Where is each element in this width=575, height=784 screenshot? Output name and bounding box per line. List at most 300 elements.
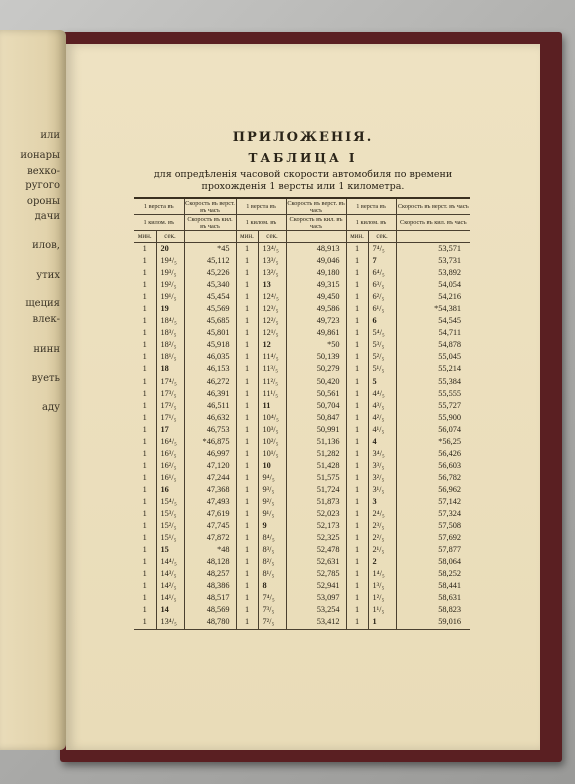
sec-cell: 10³/₅: [258, 424, 286, 436]
min-cell: 1: [346, 424, 368, 436]
sec-cell: 13²/₅: [258, 267, 286, 279]
group2-speed-unit: [286, 231, 346, 243]
sec-cell: 13⁴/₅: [156, 616, 184, 629]
sec-cell: 2²/₅: [368, 532, 396, 544]
min-cell: 1: [134, 315, 156, 327]
speed-cell: 56,426: [438, 448, 462, 458]
table-row: [134, 279, 470, 291]
min-cell: 1: [236, 436, 258, 448]
speed-cell: 50,139: [286, 351, 346, 363]
speed-cell: 53,892: [438, 268, 462, 278]
sec-cell: 7⁴/₅: [368, 243, 396, 256]
min-cell: 1: [236, 363, 258, 375]
sec-cell: 15¹/₅: [156, 532, 184, 544]
sec-cell: 13: [258, 279, 286, 291]
min-cell: 1: [134, 604, 156, 616]
sec-cell: 6⁴/₅: [368, 267, 396, 279]
speed-cell: 53,731: [438, 256, 462, 266]
min-cell: 1: [134, 412, 156, 424]
min-cell: 1: [236, 460, 258, 472]
speed-cell: 46,753: [184, 424, 236, 436]
sec-cell: 10²/₅: [258, 436, 286, 448]
left-page-text-fragment: утих: [36, 270, 60, 281]
left-page-text-fragment: ионары: [20, 150, 60, 161]
min-cell: 1: [236, 496, 258, 508]
speed-cell: *54,381: [434, 304, 462, 314]
speed-cell: 51,724: [286, 484, 346, 496]
table-row: [134, 592, 470, 604]
min-cell: 1: [236, 472, 258, 484]
speed-cell: 50,847: [286, 412, 346, 424]
min-cell: 1: [134, 363, 156, 375]
speed-cell: 51,282: [286, 448, 346, 460]
sec-cell: 14²/₅: [156, 580, 184, 592]
sec-cell: 14¹/₅: [156, 592, 184, 604]
speed-cell: 56,074: [438, 424, 462, 434]
min-cell: 1: [236, 315, 258, 327]
sec-cell: 11⁴/₅: [258, 351, 286, 363]
min-cell: 1: [346, 568, 368, 580]
sec-cell: 10⁴/₅: [258, 412, 286, 424]
speed-cell: 48,257: [184, 568, 236, 580]
sec-cell: 9⁴/₅: [258, 472, 286, 484]
min-cell: 1: [346, 604, 368, 616]
min-cell: 1: [236, 532, 258, 544]
left-page-text-fragment: влек-: [32, 314, 60, 325]
table-row: [134, 616, 470, 629]
sec-cell: 12: [258, 339, 286, 351]
sec-cell: 19⁴/₅: [156, 255, 184, 267]
min-cell: 1: [236, 327, 258, 339]
min-cell: 1: [236, 616, 258, 629]
speed-cell: 47,619: [184, 508, 236, 520]
sec-cell: 9²/₅: [258, 496, 286, 508]
min-cell: 1: [236, 580, 258, 592]
table-row: [134, 376, 470, 388]
sec-cell: 19²/₅: [156, 279, 184, 291]
min-cell: 1: [134, 267, 156, 279]
min-cell: 1: [346, 267, 368, 279]
min-cell: 1: [236, 267, 258, 279]
sec-cell: 18: [156, 363, 184, 375]
table-row: [134, 460, 470, 472]
speed-cell: 45,685: [184, 315, 236, 327]
sec-cell: 8¹/₅: [258, 568, 286, 580]
min-cell: 1: [236, 243, 258, 256]
table-caption: для опредѣленія часовой скорости автомобиля по времени прохожденія 1 версты или 1 километра.: [153, 169, 453, 192]
table-row: [134, 568, 470, 580]
sec-cell: 15: [156, 544, 184, 556]
min-cell: 1: [236, 400, 258, 412]
sec-cell: 6¹/₅: [368, 303, 396, 315]
speed-cell: 57,692: [438, 533, 462, 543]
left-page-text-fragment: нинн: [33, 344, 60, 355]
min-cell: 1: [134, 544, 156, 556]
speed-cell: 48,780: [184, 616, 236, 629]
min-cell: 1: [346, 556, 368, 568]
group1-min-unit: мин.: [134, 231, 156, 243]
group1-speed-verst-header: Скорость въ верст. въ часъ: [185, 199, 235, 214]
group3-verst-header: 1 верста въ: [346, 198, 396, 215]
min-cell: 1: [346, 496, 368, 508]
min-cell: 1: [236, 351, 258, 363]
min-cell: 1: [236, 339, 258, 351]
sec-cell: 17⁴/₅: [156, 376, 184, 388]
speed-cell: 55,045: [438, 352, 462, 362]
min-cell: 1: [134, 496, 156, 508]
min-cell: 1: [134, 592, 156, 604]
min-cell: 1: [346, 580, 368, 592]
speed-cell: 45,112: [184, 255, 236, 267]
min-cell: 1: [346, 484, 368, 496]
speed-cell: 58,064: [438, 557, 462, 567]
sec-cell: 10: [258, 460, 286, 472]
sec-cell: 7³/₅: [258, 604, 286, 616]
table-row: [134, 604, 470, 616]
sec-cell: 16¹/₅: [156, 472, 184, 484]
speed-cell: 49,046: [286, 255, 346, 267]
speed-cell: 46,035: [184, 351, 236, 363]
group2-speed-km-header: Скорость въ кил. въ часъ: [286, 215, 346, 231]
min-cell: 1: [346, 339, 368, 351]
speed-cell: 50,704: [286, 400, 346, 412]
sec-cell: 4²/₅: [368, 412, 396, 424]
speed-cell: 50,420: [286, 376, 346, 388]
speed-cell: 50,561: [286, 388, 346, 400]
min-cell: 1: [236, 568, 258, 580]
sec-cell: 17: [156, 424, 184, 436]
table-row: [134, 255, 470, 267]
table-row: [134, 303, 470, 315]
min-cell: 1: [346, 243, 368, 256]
min-cell: 1: [346, 279, 368, 291]
speed-cell: 51,873: [286, 496, 346, 508]
sec-cell: 18¹/₅: [156, 351, 184, 363]
min-cell: 1: [346, 508, 368, 520]
speed-cell: 47,244: [184, 472, 236, 484]
sec-cell: 8³/₅: [258, 544, 286, 556]
sec-cell: 8⁴/₅: [258, 532, 286, 544]
speed-cell: 58,441: [438, 581, 462, 591]
left-page-text-fragment: аду: [41, 402, 60, 413]
left-page-text-fragment: вехко-: [27, 166, 60, 177]
speed-cell: 53,412: [286, 616, 346, 629]
sec-cell: 5²/₅: [368, 351, 396, 363]
table-row: [134, 532, 470, 544]
min-cell: 1: [346, 388, 368, 400]
speed-cell: 51,575: [286, 472, 346, 484]
group2-min-unit: мин.: [236, 231, 258, 243]
sec-cell: 2: [368, 556, 396, 568]
sec-cell: 18²/₅: [156, 339, 184, 351]
speed-cell: 48,128: [184, 556, 236, 568]
speed-cell: *48: [184, 544, 236, 556]
table-row: [134, 424, 470, 436]
min-cell: 1: [134, 279, 156, 291]
speed-cell: *46,875: [184, 436, 236, 448]
sec-cell: 16²/₅: [156, 460, 184, 472]
speed-cell: 47,493: [184, 496, 236, 508]
sec-cell: 10¹/₅: [258, 448, 286, 460]
speed-cell: 52,173: [286, 520, 346, 532]
min-cell: 1: [134, 303, 156, 315]
min-cell: 1: [134, 388, 156, 400]
speed-cell: 56,782: [438, 472, 462, 482]
speed-cell: 48,913: [286, 243, 346, 256]
table-row: [134, 520, 470, 532]
min-cell: 1: [134, 291, 156, 303]
min-cell: 1: [134, 580, 156, 592]
group3-speed-km-header: Скорость въ кил. въ часъ: [396, 215, 470, 231]
min-cell: 1: [236, 303, 258, 315]
table-row: [134, 448, 470, 460]
speed-cell: 57,508: [438, 521, 462, 531]
speed-cell: 46,632: [184, 412, 236, 424]
table-row: [134, 544, 470, 556]
speed-cell: 55,555: [438, 388, 462, 398]
speed-cell: 46,511: [184, 400, 236, 412]
speed-cell: 57,877: [438, 545, 462, 555]
speed-cell: 55,384: [438, 376, 462, 386]
speed-cell: *56,25: [438, 436, 462, 446]
speed-cell: 52,023: [286, 508, 346, 520]
sec-cell: 19¹/₅: [156, 291, 184, 303]
sec-cell: 13⁴/₅: [258, 243, 286, 256]
min-cell: 1: [236, 544, 258, 556]
speed-cell: 51,136: [286, 436, 346, 448]
speed-cell: 47,120: [184, 460, 236, 472]
min-cell: 1: [346, 472, 368, 484]
min-cell: 1: [134, 400, 156, 412]
group3-sec-unit: сек.: [368, 231, 396, 243]
sec-cell: 9³/₅: [258, 484, 286, 496]
speed-cell: 52,785: [286, 568, 346, 580]
speed-cell: 49,586: [286, 303, 346, 315]
speed-cell: 45,340: [184, 279, 236, 291]
min-cell: 1: [236, 412, 258, 424]
sec-cell: 7²/₅: [258, 616, 286, 629]
speed-cell: 59,016: [396, 616, 470, 629]
group1-verst-header: 1 верста въ: [134, 198, 184, 215]
speed-cell: 55,214: [438, 364, 462, 374]
sec-cell: 9: [258, 520, 286, 532]
min-cell: 1: [236, 508, 258, 520]
min-cell: 1: [134, 448, 156, 460]
min-cell: 1: [346, 436, 368, 448]
speed-cell: 45,226: [184, 267, 236, 279]
sec-cell: 2³/₅: [368, 520, 396, 532]
group3-min-unit: мин.: [346, 231, 368, 243]
min-cell: 1: [134, 556, 156, 568]
speed-cell: 46,997: [184, 448, 236, 460]
left-page-text-fragment: щеция: [25, 298, 60, 309]
min-cell: 1: [236, 255, 258, 267]
min-cell: 1: [346, 400, 368, 412]
speed-cell: 45,918: [184, 339, 236, 351]
sec-cell: 3: [368, 496, 396, 508]
min-cell: 1: [236, 604, 258, 616]
speed-cell: 55,900: [438, 412, 462, 422]
speed-cell: 56,603: [438, 460, 462, 470]
sec-cell: 14³/₅: [156, 568, 184, 580]
group1-km-header: 1 килом. въ: [134, 215, 184, 231]
table-row: [134, 315, 470, 327]
speed-cell: 49,180: [286, 267, 346, 279]
sec-cell: 3⁴/₅: [368, 448, 396, 460]
speed-cell: 49,861: [286, 327, 346, 339]
table-row: [134, 351, 470, 363]
min-cell: 1: [236, 424, 258, 436]
min-cell: 1: [236, 388, 258, 400]
table-row: [134, 484, 470, 496]
sec-cell: 17²/₅: [156, 400, 184, 412]
speed-cell: 48,569: [184, 604, 236, 616]
sec-cell: 17¹/₅: [156, 412, 184, 424]
sec-cell: 5¹/₅: [368, 363, 396, 375]
min-cell: 1: [236, 484, 258, 496]
min-cell: 1: [134, 376, 156, 388]
sec-cell: 15⁴/₅: [156, 496, 184, 508]
min-cell: 1: [346, 291, 368, 303]
sec-cell: 8: [258, 580, 286, 592]
min-cell: 1: [346, 520, 368, 532]
min-cell: 1: [134, 351, 156, 363]
min-cell: 1: [236, 279, 258, 291]
min-cell: 1: [346, 255, 368, 267]
min-cell: 1: [134, 424, 156, 436]
min-cell: 1: [346, 327, 368, 339]
speed-cell: 54,054: [438, 280, 462, 290]
sec-cell: 15²/₅: [156, 520, 184, 532]
sec-cell: 3²/₅: [368, 472, 396, 484]
sec-cell: 3¹/₅: [368, 484, 396, 496]
speed-cell: 52,478: [286, 544, 346, 556]
min-cell: 1: [346, 532, 368, 544]
speed-cell: 48,386: [184, 580, 236, 592]
speed-cell: 52,631: [286, 556, 346, 568]
speed-cell: 58,252: [438, 569, 462, 579]
group3-km-header: 1 килом. въ: [346, 215, 396, 231]
speed-cell: *45: [184, 243, 236, 256]
speed-cell: 54,216: [438, 292, 462, 302]
speed-cell: 54,711: [438, 328, 462, 338]
sec-cell: 8²/₅: [258, 556, 286, 568]
sec-cell: 5⁴/₅: [368, 327, 396, 339]
left-page-text-fragment: ороны: [26, 196, 60, 207]
group2-km-header: 1 килом. въ: [236, 215, 286, 231]
sec-cell: 11¹/₅: [258, 388, 286, 400]
min-cell: 1: [236, 376, 258, 388]
speed-cell: 53,097: [286, 592, 346, 604]
table-row: [134, 496, 470, 508]
sec-cell: 5³/₅: [368, 339, 396, 351]
min-cell: 1: [134, 255, 156, 267]
speed-cell: 45,569: [184, 303, 236, 315]
sec-cell: 12³/₅: [258, 303, 286, 315]
speed-cell: 45,801: [184, 327, 236, 339]
speed-cell: 57,142: [438, 496, 462, 506]
speed-cell: 48,517: [184, 592, 236, 604]
min-cell: 1: [134, 616, 156, 629]
sec-cell: 2⁴/₅: [368, 508, 396, 520]
sec-cell: 16⁴/₅: [156, 436, 184, 448]
speed-cell: 53,571: [438, 244, 462, 253]
group2-sec-unit: сек.: [258, 231, 286, 243]
sec-cell: 12¹/₅: [258, 327, 286, 339]
min-cell: 1: [346, 592, 368, 604]
speed-cell: 50,991: [286, 424, 346, 436]
left-page-text-fragment: вуеть: [31, 373, 60, 384]
right-page: [66, 44, 540, 750]
speed-cell: 52,941: [286, 580, 346, 592]
speed-cell: 58,823: [438, 605, 462, 615]
min-cell: 1: [134, 460, 156, 472]
table-row: [134, 436, 470, 448]
min-cell: 1: [134, 484, 156, 496]
min-cell: 1: [236, 592, 258, 604]
min-cell: 1: [346, 351, 368, 363]
min-cell: 1: [346, 544, 368, 556]
left-page-text-fragment: ругого: [25, 180, 60, 191]
sec-cell: 17³/₅: [156, 388, 184, 400]
sec-cell: 7⁴/₅: [258, 592, 286, 604]
table-row: [134, 580, 470, 592]
sec-cell: 3³/₅: [368, 460, 396, 472]
table-row: [134, 339, 470, 351]
group2-speed-verst-header: Скорость въ верст. въ часъ: [287, 199, 345, 214]
speed-cell: 47,368: [184, 484, 236, 496]
sec-cell: 14⁴/₅: [156, 556, 184, 568]
min-cell: 1: [236, 520, 258, 532]
sec-cell: 9¹/₅: [258, 508, 286, 520]
speed-cell: 51,428: [286, 460, 346, 472]
sec-cell: 4³/₅: [368, 400, 396, 412]
table-row: [134, 400, 470, 412]
table-row: [134, 388, 470, 400]
speed-cell: 54,545: [438, 316, 462, 326]
speed-cell: 57,324: [438, 509, 462, 519]
sec-cell: 6: [368, 315, 396, 327]
speed-cell: 52,325: [286, 532, 346, 544]
speed-cell: 49,315: [286, 279, 346, 291]
speed-cell: 50,279: [286, 363, 346, 375]
sec-cell: 11³/₅: [258, 363, 286, 375]
speed-cell: 53,254: [286, 604, 346, 616]
min-cell: 1: [134, 243, 156, 256]
group3-speed-verst-header: Скорость въ верст. въ часъ: [396, 198, 470, 215]
sec-cell: 4: [368, 436, 396, 448]
sec-cell: 12⁴/₅: [258, 291, 286, 303]
table-row: [134, 363, 470, 375]
group1-speed-unit: [184, 231, 236, 243]
group3-speed-unit: [396, 231, 470, 243]
sec-cell: 7: [368, 255, 396, 267]
speed-cell: 56,962: [438, 484, 462, 494]
min-cell: 1: [346, 363, 368, 375]
speed-cell: 49,723: [286, 315, 346, 327]
sec-cell: 11²/₅: [258, 376, 286, 388]
min-cell: 1: [134, 520, 156, 532]
speed-cell: 54,878: [438, 340, 462, 350]
left-page-text-fragment: или: [40, 130, 60, 141]
speed-table: [134, 197, 470, 630]
sec-cell: 14: [156, 604, 184, 616]
speed-cell: 46,391: [184, 388, 236, 400]
sec-cell: 1¹/₅: [368, 604, 396, 616]
min-cell: 1: [134, 508, 156, 520]
speed-cell: 47,745: [184, 520, 236, 532]
speed-cell: 49,450: [286, 291, 346, 303]
